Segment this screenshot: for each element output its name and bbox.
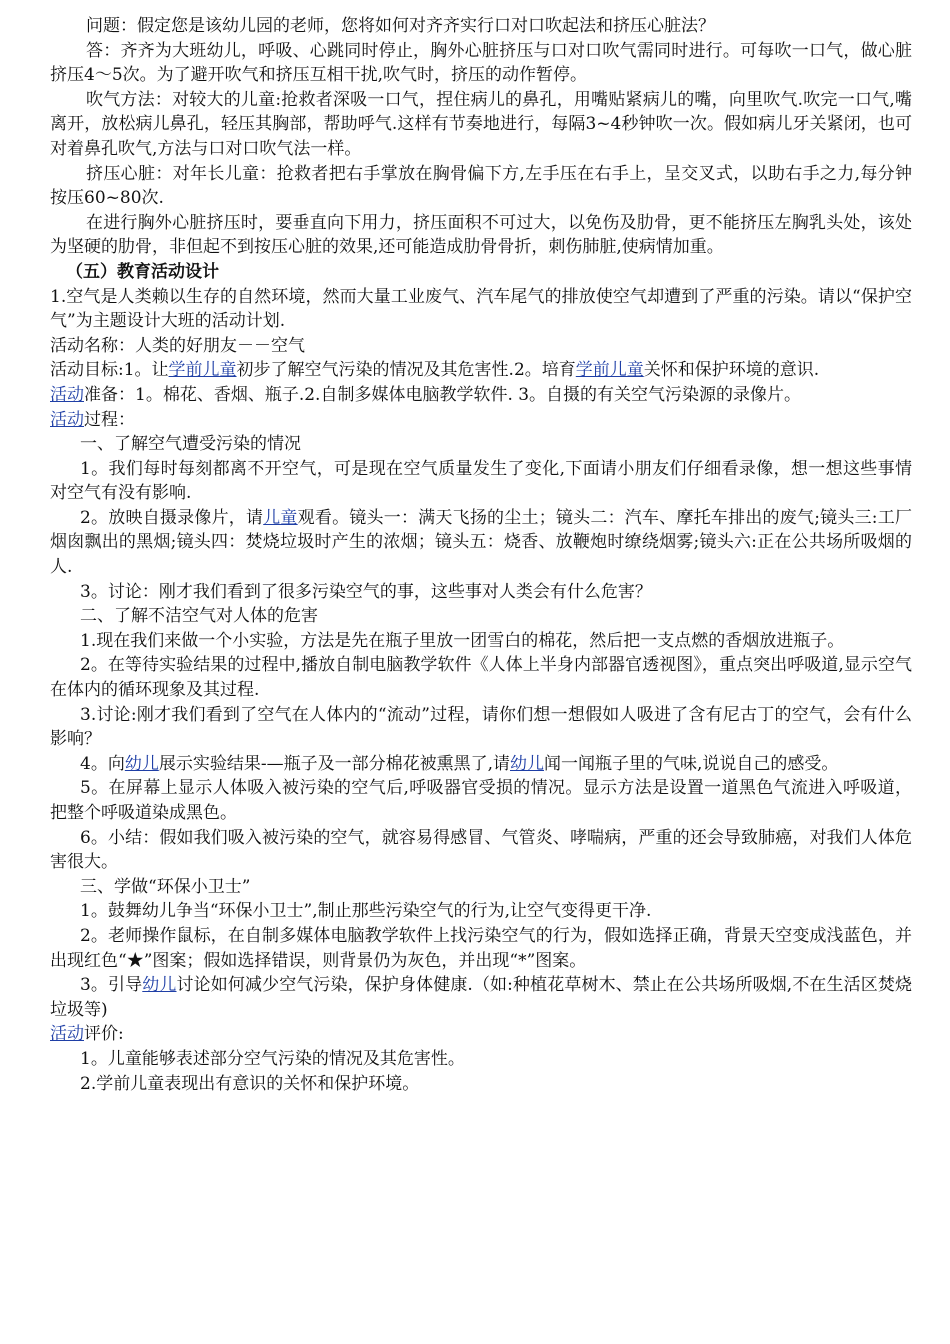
step4-text-a: 4。向 <box>80 753 125 774</box>
part-three-step-2: 2。老师操作鼠标，在自制多媒体电脑教学软件上找污染空气的行为，假如选择正确，背景天空变成浅蓝色，并出现红色“★”图案；假如选择错误，则背景仍为灰色，并出现“*”图案。 <box>50 925 912 971</box>
document-page <box>50 14 912 1096</box>
question-paragraph <box>50 14 912 39</box>
step3-text-b: 讨论如何减少空气污染，保护身体健康.（如:种植花草树木、禁止在公共场所吸烟,不在生活区焚烧垃圾等) <box>50 975 912 1020</box>
part-two-step-6: 6。小结：假如我们吸入被污染的空气，就容易得感冒、气管炎、哮喘病，严重的还会导致肺癌，对我们人体危害很大。 <box>50 827 912 873</box>
part-two-step-4 <box>50 752 912 777</box>
evaluation-item-2: 2.学前儿童表现出有意识的关怀和保护环境。 <box>80 1073 420 1094</box>
step4-text-c: 闻一闻瓶子里的气味,说说自己的感受。 <box>543 753 839 774</box>
goal-text-3: 关怀和保护环境的意识. <box>643 360 820 381</box>
goal-text-2: 初步了解空气污染的情况及其危害性.2。培育 <box>236 360 576 381</box>
blow-method-paragraph: 吹气方法：对较大的儿童:抢救者深吸一口气，捏住病儿的鼻孔，用嘴贴紧病儿的嘴，向里吹气.吹完一口气,嘴离开，放松病儿鼻孔，轻压其胸部，帮助呼气.这样有节奏地进行，每隔3~4秒钟吹一次。假如病儿牙关紧闭，也可对着鼻孔吹气,方法与口对口吹气法一样。 <box>50 89 912 159</box>
activity-goal <box>50 358 912 383</box>
eval-text: 评价: <box>84 1024 124 1045</box>
answer-paragraph <box>50 39 912 88</box>
link-activity-prep[interactable]: 活动 <box>50 384 84 405</box>
answer-label: 答： <box>86 40 121 61</box>
activity-preparation <box>50 383 912 408</box>
step2-text-a: 2。放映自摄录像片，请 <box>80 507 264 528</box>
part-two-step-1: 1.现在我们来做一个小实验，方法是先在瓶子里放一团雪白的棉花，然后把一支点燃的香烟放进瓶子。 <box>80 630 845 651</box>
link-preschool-children-1[interactable]: 学前儿童 <box>168 360 237 381</box>
link-activity-eval[interactable]: 活动 <box>50 1024 84 1045</box>
step3-text-a: 3。引导 <box>80 975 143 996</box>
part-two-heading: 二、了解不洁空气对人体的危害 <box>80 606 318 627</box>
activity-process-label <box>50 408 912 433</box>
part-one-step-1: 1。我们每时每刻都离不开空气，可是现在空气质量发生了变化,下面请小朋友们仔细看录像，想一想这些事情对空气有没有影响. <box>50 458 912 504</box>
part-three-heading: 三、学做“环保小卫士” <box>80 876 251 897</box>
goal-text-1: 活动目标:1。让 <box>50 360 169 381</box>
prep-text: 准备：1。棉花、香烟、瓶子.2.自制多媒体电脑教学软件. 3。自摄的有关空气污染源的录像片。 <box>84 384 802 405</box>
part-two-step-2: 2。在等待实验结果的过程中,播放自制电脑教学软件《人体上半身内部器官透视图》，重点突出呼吸道,显示空气在体内的循环现象及其过程. <box>50 655 912 701</box>
activity-evaluation-label <box>50 1022 912 1047</box>
link-young-children-3[interactable]: 幼儿 <box>142 975 177 996</box>
part-one-heading: 一、了解空气遭受污染的情况 <box>80 434 301 455</box>
answer-text: 齐齐为大班幼儿，呼吸、心跳同时停止，胸外心脏挤压与口对口吹气需同时进行。可每吹一口气，做心脏挤压4～5次。为了避开吹气和挤压互相干扰,吹气时，挤压的动作暂停。 <box>50 40 913 86</box>
evaluation-item-1: 1。儿童能够表述部分空气污染的情况及其危害性。 <box>80 1048 465 1069</box>
part-three-step-3 <box>50 973 912 1022</box>
part-two-step-5: 5。在屏幕上显示人体吸入被污染的空气后,呼吸器官受损的情况。显示方法是设置一道黑色气流进入呼吸道，把整个呼吸道染成黑色。 <box>50 778 912 823</box>
activity-name: 活动名称：人类的好朋友－－空气 <box>50 335 305 356</box>
question-label: 问题： <box>86 16 137 36</box>
part-three-step-1: 1。鼓舞幼儿争当“环保小卫士”,制止那些污染空气的行为,让空气变得更干净. <box>80 901 652 922</box>
part-two-step-3: 3.讨论:刚才我们看到了空气在人体内的“流动”过程，请你们想一想假如人吸进了含有尼古丁的空气，会有什么影响？ <box>50 704 912 750</box>
caution-paragraph: 在进行胸外心脏挤压时，要垂直向下用力，挤压面积不可过大，以免伤及肋骨，更不能挤压左胸乳头处，该处为坚硬的肋骨，非但起不到按压心脏的效果,还可能造成肋骨骨折，刺伤肺脏,使病情加重。 <box>50 212 912 258</box>
step4-text-b: 展示实验结果-—瓶子及一部分棉花被熏黑了,请 <box>158 753 510 774</box>
question-text: 假定您是该幼儿园的老师，您将如何对齐齐实行口对口吹起法和挤压心脏法？ <box>137 16 715 36</box>
task-paragraph: 1.空气是人类赖以生存的自然环境，然而大量工业废气、汽车尾气的排放使空气却遭到了严重的污染。请以“保护空气”为主题设计大班的活动计划. <box>50 286 912 332</box>
section-heading: （五）教育活动设计 <box>66 261 219 282</box>
link-children[interactable]: 儿童 <box>263 507 298 528</box>
press-method-paragraph: 挤压心脏：对年长儿童：抢救者把右手掌放在胸骨偏下方,左手压在右手上，呈交叉式，以助右手之力,每分钟按压60~80次. <box>50 163 912 209</box>
link-young-children-2[interactable]: 幼儿 <box>509 753 544 774</box>
link-activity-process[interactable]: 活动 <box>50 409 84 430</box>
part-one-step-2 <box>50 506 912 580</box>
link-young-children-1[interactable]: 幼儿 <box>124 753 159 774</box>
part-one-step-3: 3。讨论：刚才我们看到了很多污染空气的事，这些事对人类会有什么危害？ <box>80 581 652 602</box>
process-text: 过程： <box>84 409 135 430</box>
link-preschool-children-2[interactable]: 学前儿童 <box>575 360 644 381</box>
step2-text-b: 观看。镜头一：满天飞扬的尘土；镜头二：汽车、摩托车排出的废气;镜头三:工厂烟囱飘出的黑烟;镜头四：焚烧垃圾时产生的浓烟；镜头五：烧香、放鞭炮时缭绕烟雾;镜头六:正在公共场所吸烟的人. <box>50 507 912 578</box>
